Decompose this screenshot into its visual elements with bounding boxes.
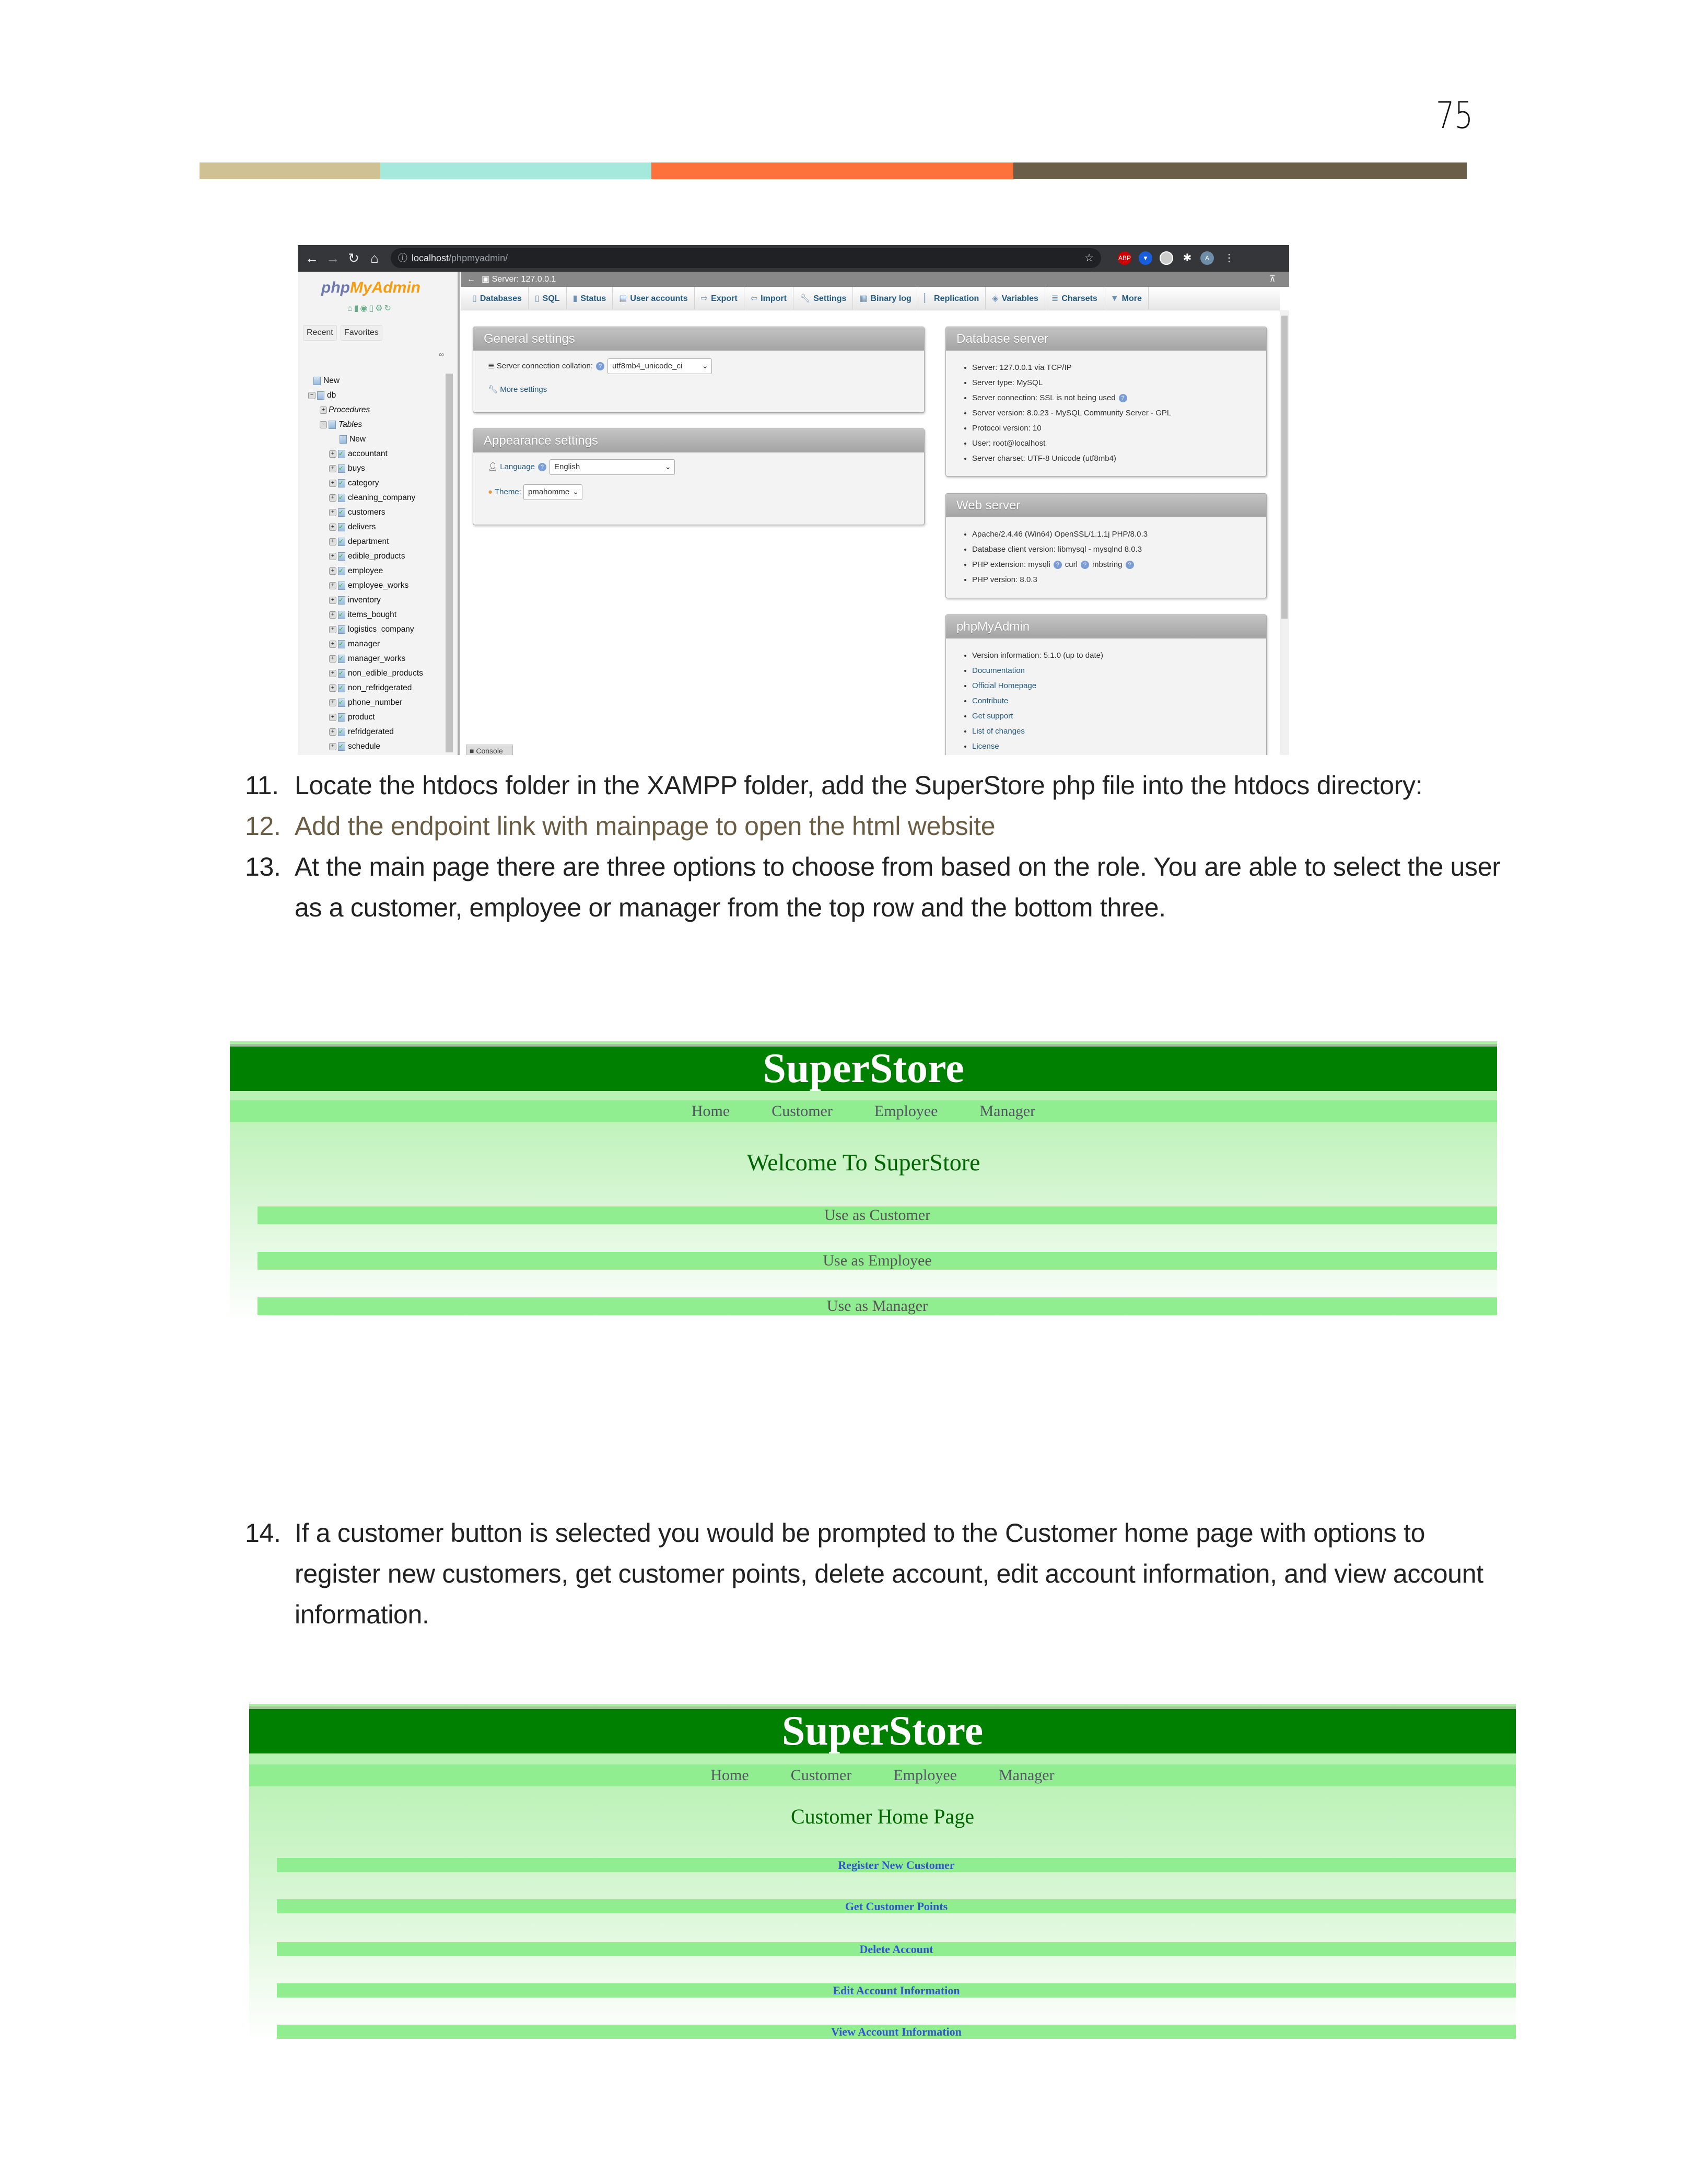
collation-select[interactable]: utf8mb4_unicode_ci ⌄ — [607, 358, 712, 374]
table-name: category — [348, 479, 379, 487]
web-server-panel — [945, 493, 1267, 598]
table-name: department — [348, 537, 389, 546]
tab-icon: ⇦ — [750, 294, 758, 303]
tree-table-item[interactable] — [308, 491, 444, 505]
table-icon: ✓ — [338, 596, 345, 605]
table-name: items_bought — [348, 610, 397, 619]
expand-icon[interactable]: + — [329, 538, 336, 545]
tab-more[interactable]: ▼ More — [1104, 287, 1149, 310]
info-item: • Database client version: libmysql - mysqlnd 8.0.3 — [972, 542, 1266, 557]
table-icon: ✓ — [338, 669, 345, 678]
expand-icon[interactable]: + — [329, 670, 336, 677]
tree-table-item[interactable] — [308, 535, 444, 549]
expand-icon[interactable]: + — [329, 655, 336, 663]
phpmyadmin-screenshot — [298, 245, 1289, 755]
bookmark-star-icon[interactable]: ☆ — [1084, 252, 1094, 264]
tab-icon: ▯ — [534, 294, 540, 303]
tree-new[interactable]: New — [308, 374, 444, 388]
server-icon: ▣ — [482, 275, 490, 284]
table-name: non_refridgerated — [348, 683, 412, 692]
tab-icon: ▏ — [924, 294, 931, 303]
tab-user-accounts[interactable]: ▤ User accounts — [613, 287, 694, 310]
tree-table-item[interactable] — [308, 505, 444, 520]
table-icon: ✓ — [338, 552, 345, 561]
info-item — [972, 693, 1266, 708]
tab-sql[interactable]: ▯ SQL — [529, 287, 567, 310]
tab-icon: ▦ — [859, 294, 868, 303]
nav-employee[interactable]: Employee — [893, 1767, 957, 1784]
info-item: • Server: 127.0.0.1 via TCP/IP — [972, 360, 1266, 375]
language-label: Language — [500, 462, 535, 471]
tab-binary-log[interactable]: ▦ Binary log — [853, 287, 918, 310]
info-item: • Server type: MySQL — [972, 375, 1266, 390]
info-item: • User: root@localhost — [972, 436, 1266, 451]
info-item — [972, 724, 1266, 739]
top-nav — [249, 1764, 1516, 1786]
tree-table-item[interactable] — [308, 710, 444, 725]
panel-title: Database server — [946, 327, 1266, 351]
theme-label: Theme: — [494, 487, 521, 496]
favorites-button[interactable]: Favorites — [341, 325, 382, 341]
superstore-customer-screenshot — [249, 1704, 1516, 2041]
expand-icon[interactable]: + — [329, 626, 336, 633]
expand-icon[interactable]: + — [329, 480, 336, 487]
table-icon: ✓ — [338, 464, 345, 473]
url-path: /phpmyadmin/ — [449, 253, 508, 263]
table-name: customers — [348, 508, 385, 517]
menu-kebab-icon[interactable]: ⋮ — [1224, 252, 1234, 264]
tree-table-item[interactable] — [308, 608, 444, 622]
tab-icon: 🔧︎ — [799, 294, 811, 303]
color-bar-segment — [200, 162, 380, 179]
nav-customer[interactable]: Customer — [772, 1102, 833, 1120]
tree-table-item[interactable] — [308, 695, 444, 710]
extension-icon[interactable] — [1160, 251, 1173, 265]
tab-icon: ⇨ — [700, 294, 708, 303]
tab-export[interactable]: ⇨ Export — [695, 287, 744, 310]
pma-link[interactable]: License — [972, 742, 999, 751]
step-13: 13. At the main page there are three options to choose from based on the role. You are able to select the user as a customer, employee or manager from the top row and the bottom three. — [245, 852, 1501, 922]
table-icon: ✓ — [338, 625, 345, 634]
table-name: buys — [348, 464, 365, 473]
step-14: 14. If a customer button is selected you would be prompted to the Customer home page with options to register new customers, get customer points, delete account, edit account information, and view account information. — [245, 1518, 1483, 1629]
table-name: accountant — [348, 449, 388, 458]
steps-11-13 — [245, 765, 1509, 928]
db-server-info-list — [946, 351, 1266, 466]
table-name: employee_works — [348, 581, 409, 590]
nav-customer[interactable]: Customer — [790, 1767, 852, 1784]
adblock-icon[interactable]: ABP — [1118, 251, 1131, 265]
navigation-sidebar — [298, 272, 460, 755]
tree-table-item[interactable] — [308, 564, 444, 578]
help-icon[interactable]: ? — [596, 362, 604, 370]
table-name: employee — [348, 566, 383, 575]
tree-table-item[interactable] — [308, 578, 444, 593]
address-bar[interactable] — [391, 248, 1101, 268]
panel-title: Web server — [946, 494, 1266, 517]
sidebar-quick-icons[interactable]: ⌂▮◉▯⚙↻ — [347, 304, 393, 313]
table-name: product — [348, 713, 375, 722]
table-icon: ✓ — [338, 450, 345, 458]
view-account-information-button[interactable]: View Account Information — [277, 2025, 1516, 2039]
server-label[interactable]: Server: 127.0.0.1 — [492, 275, 556, 284]
language-select[interactable]: English ⌄ — [550, 459, 675, 475]
expand-icon[interactable]: + — [329, 465, 336, 472]
use-as-customer-button[interactable]: Use as Customer — [258, 1206, 1497, 1224]
welcome-heading: Welcome To SuperStore — [746, 1149, 980, 1176]
collation-label: Server connection collation: — [496, 361, 593, 370]
expand-icon[interactable]: + — [329, 714, 336, 721]
tab-status[interactable]: ▮ Status — [567, 287, 613, 310]
pma-link[interactable]: Documentation — [972, 666, 1025, 675]
get-customer-points-button[interactable]: Get Customer Points — [277, 1899, 1516, 1913]
profile-avatar[interactable]: A — [1200, 251, 1214, 265]
table-name: non_edible_products — [348, 669, 423, 678]
tree-table-item[interactable] — [308, 739, 444, 754]
table-name: refridgerated — [348, 727, 394, 736]
step-11: 11. Locate the htdocs folder in the XAMPP folder, add the SuperStore php file into the htdocs directory: — [245, 771, 1423, 800]
collapse-arrow-icon[interactable]: ← — [467, 275, 475, 284]
tab-replication[interactable]: ▏ Replication — [918, 287, 986, 310]
table-icon: ✓ — [338, 713, 345, 722]
tab-icon: ◈ — [992, 294, 999, 303]
tab-databases[interactable]: ▯ Databases — [466, 287, 529, 310]
database-tree — [308, 374, 444, 755]
use-as-employee-button[interactable]: Use as Employee — [258, 1252, 1497, 1270]
superstore-brand: SuperStore — [249, 1706, 1516, 1753]
info-item — [972, 663, 1266, 678]
info-item — [972, 739, 1266, 754]
steps-14 — [245, 1513, 1509, 1635]
tree-table-item[interactable] — [308, 652, 444, 666]
nav-employee[interactable]: Employee — [874, 1102, 938, 1120]
sidebar-scrollbar[interactable] — [446, 374, 453, 752]
table-icon: ✓ — [338, 582, 345, 590]
nav-manager[interactable]: Manager — [979, 1102, 1036, 1120]
expand-icon[interactable]: + — [329, 524, 336, 531]
tree-table-item[interactable] — [308, 666, 444, 681]
console-tab[interactable]: ■ Console — [466, 745, 513, 755]
tab-icon: ▼ — [1110, 294, 1119, 303]
table-icon: ✓ — [338, 479, 345, 487]
top-nav — [230, 1100, 1497, 1122]
database-server-panel — [945, 327, 1267, 477]
info-item: • PHP version: 8.0.3 — [972, 572, 1266, 587]
superstore-main-screenshot — [230, 1041, 1497, 1322]
color-bar-segment — [651, 162, 1013, 179]
expand-icon[interactable]: + — [329, 582, 336, 589]
forward-icon[interactable]: → — [326, 250, 340, 266]
table-icon: ✓ — [338, 611, 345, 619]
tab-icon: ▮ — [572, 294, 578, 303]
language-icon: 👤︎ — [488, 462, 500, 471]
console-icon: ■ — [470, 747, 476, 755]
general-settings-panel — [473, 327, 925, 413]
info-item: • PHP extension: mysqli ? curl ? mbstring ? — [972, 557, 1266, 572]
pma-link[interactable]: Get support — [972, 712, 1013, 721]
list-icon: ≣ — [488, 361, 497, 370]
table-icon: ✓ — [338, 508, 345, 517]
use-as-manager-button[interactable]: Use as Manager — [258, 1297, 1497, 1315]
tree-table-item[interactable] — [308, 637, 444, 652]
pma-link[interactable]: List of changes — [972, 727, 1025, 736]
expand-icon[interactable]: + — [329, 450, 336, 458]
table-icon: ✓ — [338, 523, 345, 531]
tab-icon: ▯ — [472, 294, 477, 303]
step-12: 12. Add the endpoint link with mainpage to open the html website — [245, 811, 996, 841]
table-icon: ✓ — [338, 538, 345, 546]
table-icon: ✓ — [338, 655, 345, 663]
info-icon: ⓘ — [398, 253, 407, 263]
tree-table-item[interactable] — [308, 681, 444, 695]
expand-icon[interactable]: + — [329, 728, 336, 736]
table-icon: ✓ — [338, 728, 345, 736]
tree-table-item[interactable] — [308, 593, 444, 608]
delete-account-button[interactable]: Delete Account — [277, 1942, 1516, 1956]
theme-icon: ● — [488, 487, 495, 496]
wrench-icon: 🔧︎ — [488, 385, 500, 394]
info-item: • Server version: 8.0.23 - MySQL Community Server - GPL — [972, 405, 1266, 421]
nav-manager[interactable]: Manager — [999, 1767, 1055, 1784]
recent-button[interactable]: Recent — [303, 325, 337, 341]
puzzle-icon[interactable]: ✱ — [1183, 252, 1192, 264]
panel-title: General settings — [473, 327, 924, 351]
tree-db[interactable]: − db — [308, 388, 444, 403]
pma-link[interactable]: Contribute — [972, 696, 1009, 705]
color-bar-segment — [380, 162, 651, 179]
tree-table-item[interactable] — [308, 725, 444, 739]
expand-icon[interactable]: + — [329, 684, 336, 692]
main-tabs — [461, 287, 1280, 310]
page-number: 75 — [1435, 94, 1474, 137]
expand-icon[interactable]: + — [329, 494, 336, 502]
info-item: • Server connection: SSL is not being used ? — [972, 390, 1266, 405]
more-settings-link[interactable]: More settings — [500, 385, 547, 394]
nav-home[interactable]: Home — [710, 1767, 749, 1784]
panel-title: Appearance settings — [473, 429, 924, 452]
table-icon: ✓ — [338, 494, 345, 502]
tree-table-new[interactable]: New — [308, 432, 444, 447]
tab-settings[interactable]: 🔧︎ Settings — [793, 287, 853, 310]
info-item: • Protocol version: 10 — [972, 421, 1266, 436]
link-icon[interactable]: ∞ — [439, 350, 444, 358]
edit-account-information-button[interactable]: Edit Account Information — [277, 1983, 1516, 1997]
customer-home-heading: Customer Home Page — [790, 1805, 975, 1828]
tree-tables[interactable]: − Tables — [308, 417, 444, 432]
back-icon[interactable]: ← — [305, 250, 319, 266]
tree-table-item[interactable] — [308, 549, 444, 564]
url-host: localhost — [412, 253, 449, 263]
help-icon[interactable]: ? — [1054, 561, 1062, 569]
help-icon[interactable]: ? — [538, 463, 546, 471]
table-name: delivers — [348, 522, 376, 531]
tree-table-item[interactable] — [308, 447, 444, 461]
table-icon: ✓ — [338, 699, 345, 707]
expand-icon[interactable]: + — [329, 597, 336, 604]
panel-title: phpMyAdmin — [946, 615, 1266, 638]
table-name: inventory — [348, 596, 381, 605]
reload-icon[interactable]: ↻ — [348, 250, 359, 266]
table-name: cleaning_company — [348, 493, 416, 502]
expand-icon[interactable]: + — [329, 699, 336, 706]
table-icon: ✓ — [338, 567, 345, 575]
web-server-info-list — [946, 517, 1266, 587]
help-icon[interactable]: ? — [1081, 561, 1089, 569]
expand-icon[interactable]: + — [329, 743, 336, 750]
table-name: manager — [348, 640, 380, 648]
table-icon: ✓ — [338, 684, 345, 692]
phpmyadmin-info-panel — [945, 614, 1267, 755]
expand-icon[interactable]: + — [329, 567, 336, 575]
appearance-settings-panel — [473, 428, 925, 525]
help-icon[interactable]: ? — [1119, 394, 1127, 402]
tab-charsets[interactable]: ≣ Charsets — [1045, 287, 1104, 310]
version-info: • Version information: 5.1.0 (up to date) — [972, 648, 1266, 663]
tree-table-item[interactable] — [308, 622, 444, 637]
color-bar-segment — [1013, 162, 1467, 179]
expand-icon[interactable]: + — [329, 553, 336, 560]
tab-variables[interactable]: ◈ Variables — [986, 287, 1045, 310]
tree-table-item[interactable] — [308, 520, 444, 535]
server-breadcrumb — [461, 272, 1289, 287]
tree-table-item[interactable] — [308, 754, 444, 755]
nav-home[interactable]: Home — [691, 1102, 730, 1120]
tree-procedures[interactable]: + Procedures — [308, 403, 444, 417]
tab-import[interactable]: ⇦ Import — [744, 287, 793, 310]
table-name: logistics_company — [348, 625, 414, 634]
phpmyadmin-logo[interactable]: phpMyAdmin — [321, 279, 420, 296]
bitwarden-icon[interactable]: ▼ — [1139, 251, 1152, 265]
scroll-top-icon[interactable]: ⊼ — [1269, 275, 1276, 284]
table-name: manager_works — [348, 654, 406, 663]
expand-icon[interactable]: + — [329, 641, 336, 648]
table-name: phone_number — [348, 698, 403, 707]
tree-table-item[interactable] — [308, 476, 444, 491]
table-name: schedule — [348, 742, 381, 751]
pma-link[interactable]: Official Homepage — [972, 681, 1037, 690]
superstore-brand: SuperStore — [230, 1044, 1497, 1091]
expand-icon[interactable]: + — [329, 509, 336, 516]
tab-icon: ≣ — [1051, 294, 1059, 303]
info-item: • Apache/2.4.46 (Win64) OpenSSL/1.1.1j PHP/8.0.3 — [972, 527, 1266, 542]
scrollbar-thumb[interactable] — [1281, 316, 1288, 619]
theme-select[interactable]: pmahomme ⌄ — [523, 484, 582, 500]
register-new-customer-button[interactable]: Register New Customer — [277, 1858, 1516, 1872]
table-name: edible_products — [348, 552, 405, 561]
help-icon[interactable]: ? — [1126, 561, 1134, 569]
table-icon: ✓ — [338, 742, 345, 751]
info-item — [972, 678, 1266, 693]
tab-icon: ▤ — [619, 294, 627, 303]
browser-toolbar — [298, 245, 1289, 272]
tree-table-item[interactable] — [308, 461, 444, 476]
info-item: • Server charset: UTF-8 Unicode (utf8mb4) — [972, 451, 1266, 466]
info-item — [972, 708, 1266, 724]
table-icon: ✓ — [338, 640, 345, 648]
home-icon[interactable]: ⌂ — [370, 250, 379, 266]
expand-icon[interactable]: + — [329, 611, 336, 619]
